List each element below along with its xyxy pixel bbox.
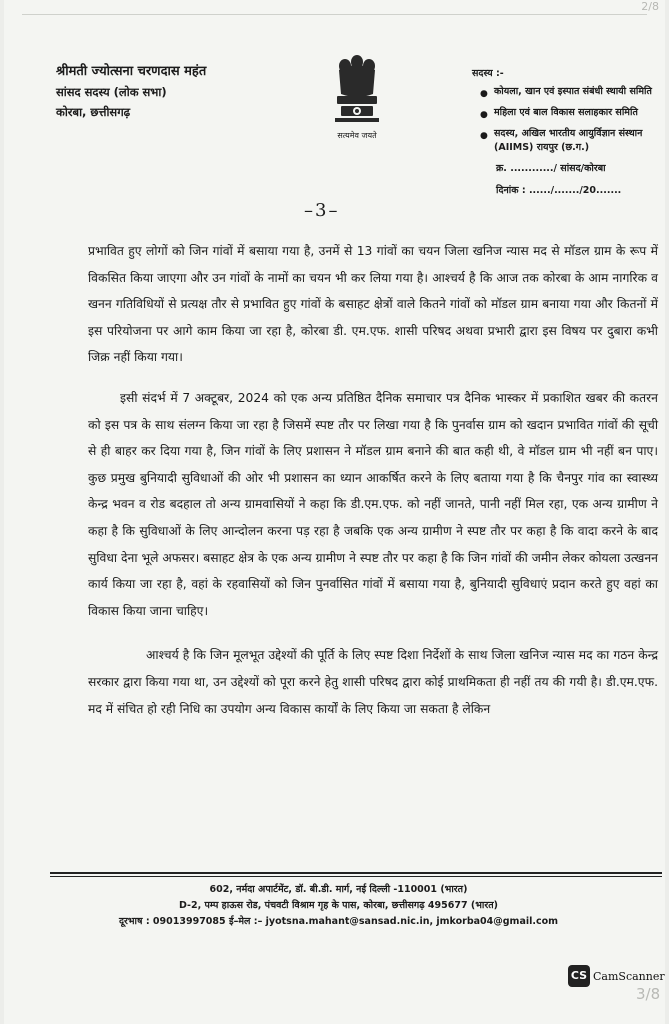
footer-korba-address: D-2, पम्प हाऊस रोड, पंचवटी विश्राम गृह के पास, कोरबा, छत्तीसगढ़ 495677 (भारत) (178, 900, 499, 911)
body-paragraph-1: प्रभावित हुए लोगों को जिन गांवों में बसाया गया है, उनमें से 13 गांवों का चयन जिला खनिज न्यास मद से मॉडल ग्राम के रूप में विकसित किया जाएगा और उन गांवों के नामों का चयन भी कर लिया गया है। आश्चर्य है कि आज तक कोरबा के आम नागरिक व खनन गतिविधियों से प्रत्यक्ष तौर से प्रभावित हुए गांवों के बसाहट क्षेत्रों वाले कितने गांवों को मॉडल ग्राम बनाया गया और कितनों में इस परियोजना पर आगे काम किया जा रहा है, कोरबा डी. एम.एफ. शासी परिषद अथवा प्रभारी द्वारा इस विषय पर दुबारा कभी जिक्र नहीं किया गया। (88, 244, 658, 365)
top-edge-line (22, 14, 647, 15)
membership-item: ● महिला एवं बाल विकास सलाहकार समिति (480, 107, 638, 120)
lion-capital-icon (329, 52, 385, 128)
footer-divider-thin (50, 876, 662, 877)
state-emblem (322, 52, 392, 142)
bullet-icon: ● (480, 131, 488, 141)
letter-body (88, 238, 658, 722)
membership-item: ● सदस्य, अखिल भारतीय आयुर्विज्ञान संस्थान (AIIMS) रायपुर (छ.ग.) (480, 128, 643, 153)
corner-page-fragment: 2/8 (641, 0, 659, 13)
footer-delhi-address: 602, नर्मदा अपार्टमेंट, डॉ. बी.डी. मार्ग, नई दिल्ली -110001 (भारत) (209, 884, 468, 895)
footer-contact: दूरभाष : 09013997085 ई–मेल :– jyotsna.mahant@sansad.nic.in, jmkorba04@gmail.com (118, 916, 559, 927)
camscanner-label: CamScanner (593, 969, 665, 983)
body-paragraph-2: इसी संदर्भ में 7 अक्टूबर, 2024 को एक अन्य प्रतिष्ठित दैनिक समाचार पत्र दैनिक भास्कर में प्रकाशित खबर की कतरन को इस पत्र के साथ संलग्न किया जा रहा है जिसमें स्पष्ट तौर पर लिखा गया है कि पुनर्वास ग्राम को खदान प्रभावित गांवों की सूची से ही बाहर कर दिया गया है, जिन गांवों के लिए प्रशासन ने मॉडल ग्राम बनाने की बात कही थी, वे मॉडल ग्राम भी नहीं बन पाए। कुछ प्रमुख बुनियादी सुविधाओं की ओर भी प्रशासन का ध्यान आकर्षित करने के लिए बताया गया है कि चैनपुर गांव का स्वास्थ्य केन्द्र भवन व रोड बदहाल तो अन्य ग्रामवासियों ने कहा कि डी.एम.एफ. को नहीं जानते, पानी नहीं मिल रहा, एक अन्य ग्रामीण ने कहा है कि सुविधाओं के लिए आन्दोलन करना पड़ रहा है जबकि एक अन्य ग्रामीण ने स्पष्ट तौर पर कहा है कि वादा करने के बाद सुविधा देना भूले अफसर। बसाहट क्षेत्र के एक अन्य ग्रामीण ने स्पष्ट तौर पर कहा है कि जिन गांवों की जमीन लेकर कोयला उत्खनन कार्य किया जा रहा है, वहां के रहवासियों को जिन पुनर्वासित गांवों में बसाया गया है, बुनियादी सुविधाएं प्रदान करते हुए वहां का विकास किया जाना चाहिए। (88, 390, 658, 618)
sender-designation: सांसद सदस्य (लोक सभा) (56, 85, 167, 99)
emblem-motto: सत्यमेव जयते (337, 131, 377, 140)
page-count: 3/8 (636, 985, 661, 1003)
camscanner-watermark (568, 965, 665, 987)
letter-footer (4, 882, 669, 930)
membership-list (472, 85, 662, 155)
membership-title: सदस्य :- (472, 68, 504, 79)
sender-name: श्रीमती ज्योत्सना चरणदास महंत (56, 64, 207, 79)
sender-block (56, 62, 206, 122)
camscanner-logo-icon: CS (568, 965, 590, 987)
page-marker: –3– (304, 200, 340, 221)
membership-block (472, 67, 662, 198)
body-paragraph-3: आश्चर्य है कि जिन मूलभूत उद्देश्यों की पूर्ति के लिए स्पष्ट दिशा निर्देशों के साथ जिला खनिज न्यास मद का गठन केन्द्र सरकार द्वारा किया गया था, उन उद्देश्यों को पूरा करने हेतु शासी परिषद द्वारा कोई प्राथमिकता ही नहीं तय की गयी है। डी.एम.एफ. मद में संचित हो रही निधि का उपयोग अन्य विकास कार्यों के लिए किया जा सकता है लेकिन (88, 648, 658, 716)
membership-item: ● कोयला, खान एवं इस्पात संबंधी स्थायी समिति (480, 86, 652, 99)
letter-date: दिनांक : ....../......./20....... (496, 185, 622, 196)
sender-constituency: कोरबा, छत्तीसगढ़ (56, 105, 131, 119)
footer-divider (50, 872, 662, 874)
bullet-icon: ● (480, 89, 488, 99)
letter-page (4, 0, 665, 1024)
reference-number: क्र. ............/ सांसद/कोरबा (496, 163, 606, 174)
bullet-icon: ● (480, 110, 488, 120)
